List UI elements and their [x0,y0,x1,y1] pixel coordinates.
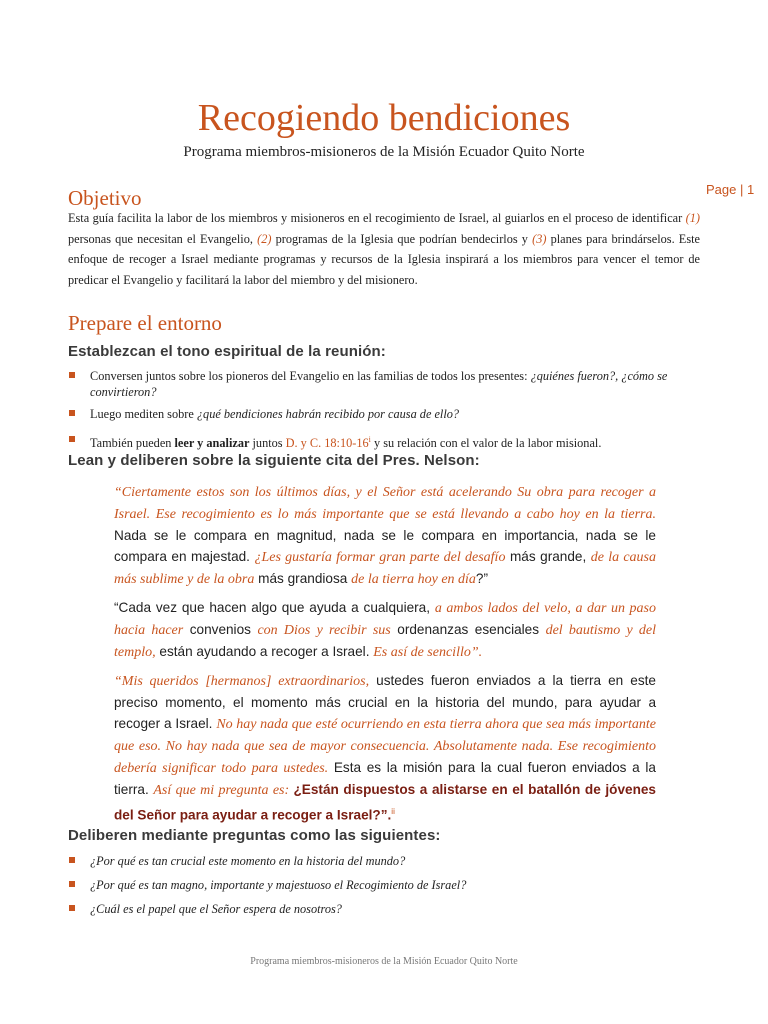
bullet-icon [69,857,75,863]
text-span: están ayudando a recoger a Israel. [155,644,374,659]
text-span: ¿Cuál es el papel que el Señor espera de nosotros? [90,902,342,916]
text-span: Esta es la misión para la cual fueron enviados a la tierra. [114,760,656,797]
list-item [68,432,708,451]
text-span: de la tierra hoy en día [351,572,476,587]
text-span: ¿qué bendiciones habrán recibido por causa de ello? [196,407,460,421]
number-marker: (2) [257,231,272,246]
text-span: También pueden [90,436,175,451]
text-span: personas que necesitan el Evangelio, [68,231,258,246]
document-title: Recogiendo bendiciones [197,97,571,139]
bullet-icon [69,410,75,416]
text-span: Esta guía facilita la labor de los miembros y misioneros en el recogimiento de Israel, al guiarlos en el proceso de identificar [68,211,686,225]
subheading-deliberen: Deliberen mediante preguntas como las siguientes: [68,827,441,844]
text-span: planes para brindárselos. Este enfoque de recoger a Israel mediante programas y recursos de la Iglesia inspirará a los miembros para vencer el temor de predicar el Evangelio y facilitará la labor del miembro y del misionero. [68,231,700,287]
text-span: ?” [475,571,489,586]
text-span: ¿Están dispuestos a alistarse en el batallón de jóvenes del Señor para ayudar a recoger a Israel?”. [114,782,656,823]
bullet-list-prepare [68,368,708,451]
text-span: ordenanzas esenciales [390,622,546,637]
text-span: “Mis queridos [hermanos] extraordinarios, [114,674,370,689]
list-item [68,877,708,893]
page-footer: Programa miembros-misioneros de la Misión Ecuador Quito Norte [250,956,518,967]
text-span: juntos [249,436,286,451]
objetivo-paragraph [68,208,700,290]
text-span: más grande, [505,549,591,564]
text-span: del bautismo y del templo, [114,623,657,660]
text-span: “Ciertamente estos son los últimos días, y el Señor está acelerando Su obra para recoger a Israel. Ese recogimiento es lo más importante que se está llevando a cabo hoy en la tierra. [114,485,656,522]
text-span: ¿Por qué es tan crucial este momento en la historia del mundo? [90,854,406,868]
page-number: Page | 1 [706,182,755,197]
subheading-cita: Lean y deliberen sobre la siguiente cita del Pres. Nelson: [68,452,480,469]
quote-paragraph-1 [114,481,656,590]
list-item [68,853,708,869]
text-span: ¿Por qué es tan magno, importante y majestuoso el Recogimiento de Israel? [90,878,467,892]
quote-paragraph-3 [114,670,656,826]
text-span: Conversen juntos sobre los pioneros del Evangelio en las familias de todos los presentes: [90,369,531,383]
list-item [68,901,708,917]
document-subtitle: Programa miembros-misioneros de la Misión Ecuador Quito Norte [183,144,585,160]
text-span: programas de la Iglesia que podrían bendecirlos y [271,231,533,246]
subheading-tono: Establezcan el tono espiritual de la reunión: [68,343,386,360]
bullet-icon [69,905,75,911]
section-heading-prepare: Prepare el entorno [68,311,222,335]
footnote-marker[interactable]: ii [391,807,395,816]
text-span: Luego mediten sobre [90,407,197,421]
quote-paragraph-2 [114,597,656,663]
text-span: ¿Les gustaría formar gran parte del desafío [254,550,506,565]
text-span: y [194,436,207,451]
text-span: convenios [183,622,258,637]
scripture-link[interactable]: D. y C. 18:10-16 [285,436,369,451]
text-span: leer [174,436,195,451]
text-span: y su relación con el valor de la labor misional. [370,436,602,451]
text-span: Nada se le compara en magnitud, nada se le compara en importancia, nada se le compara en majestad. [114,528,656,564]
text-span: a ambos lados del velo, a dar un paso hacia hacer [114,601,656,638]
text-span: Así que mi pregunta es: [153,783,294,798]
footnote-marker[interactable]: i [368,435,371,444]
text-span: No hay nada que esté ocurriendo en esta tierra ahora que sea más importante que eso. No hay nada que sea de mayor consecuencia. Absolutamente nada. Ese recogimiento debería significar todo para ustedes. [114,717,657,776]
text-span: Es así de sencillo”. [373,645,483,660]
list-item [68,406,708,422]
text-span: “Cada vez que hacen algo que ayuda a cualquiera, [114,600,435,615]
text-span: más grandiosa [254,571,352,586]
text-span: con Dios y recibir sus [257,623,391,638]
number-marker: (1) [685,211,700,225]
bullet-icon [69,372,75,378]
bullet-icon [69,436,75,442]
text-span: ustedes fueron enviados a la tierra en este preciso momento, el momento más crucial en la historia del mundo, para ayudar a recoger a Israel. [114,673,656,731]
bullet-list-questions [68,853,708,917]
text-span: ¿quiénes fueron?, ¿cómo se convirtieron? [90,369,668,399]
number-marker: (3) [532,231,547,246]
section-heading-objetivo: Objetivo [68,186,142,210]
bullet-icon [69,881,75,887]
text-span: analizar [206,436,250,451]
list-item [68,368,708,400]
text-span: de la causa más sublime y de la obra [114,550,656,587]
